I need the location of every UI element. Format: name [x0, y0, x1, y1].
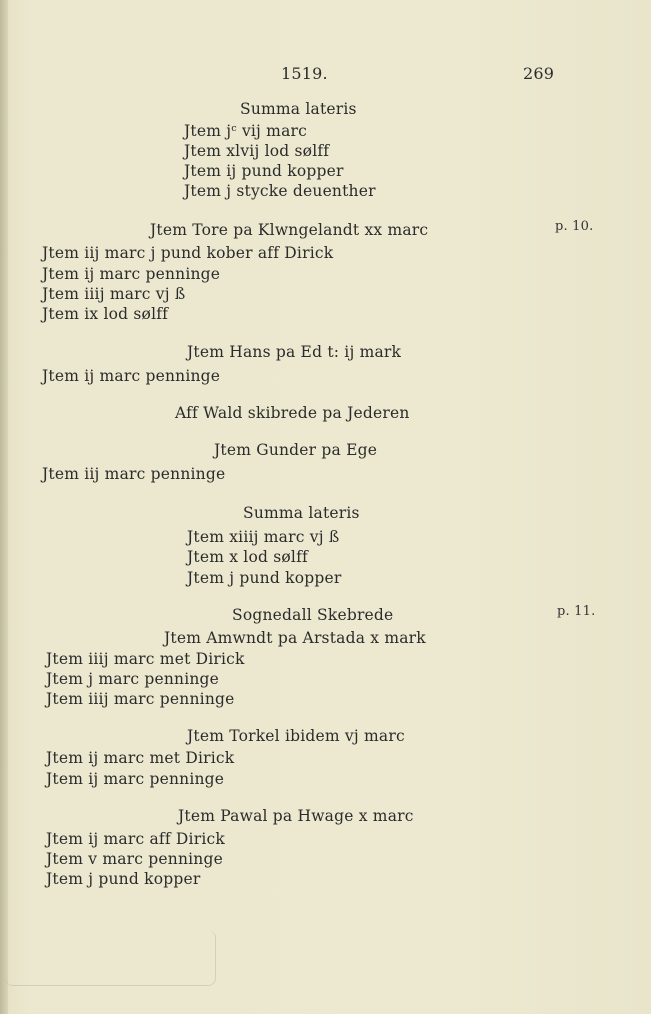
text-line: Jtem ij marc aff Dirick — [46, 830, 225, 848]
text-line: Summa lateris — [243, 504, 360, 522]
text-line: Jtem iij marc penninge — [42, 465, 226, 483]
text-line: Jtem iiij marc vj ß — [42, 285, 186, 303]
text-line: Jtem x lod sølff — [187, 548, 308, 566]
text-line: Jtem iiij marc penninge — [46, 690, 235, 708]
text-line: Jtem xlvij lod sølff — [184, 142, 330, 160]
text-line: Jtem ij marc penninge — [46, 770, 225, 788]
text-line: Jtem j pund kopper — [187, 569, 342, 587]
text-line: Jtem Hans pa Ed t: ij mark — [187, 343, 402, 361]
text-line: Jtem Torkel ibidem vj marc — [187, 727, 405, 745]
text-line: Summa lateris — [240, 100, 357, 118]
text-line: Jtem j pund kopper — [46, 870, 201, 888]
running-head-year: 1519. — [281, 64, 328, 83]
text-line: Jtem iij marc j pund kober aff Dirick — [42, 244, 334, 262]
text-line: Jtem v marc penninge — [46, 850, 223, 868]
text-line: Jtem Tore pa Klwngelandt xx marc — [150, 221, 429, 239]
text-line: Aff Wald skibrede pa Jederen — [175, 404, 410, 422]
page-edge — [0, 0, 8, 1014]
text-line: Jtem ij marc met Dirick — [46, 749, 235, 767]
text-line: Jtem Gunder pa Ege — [214, 441, 378, 459]
text-line: Jtem j marc penninge — [46, 670, 220, 688]
margin-note: p. 11. — [557, 604, 596, 619]
text-line: Jtem Pawal pa Hwage x marc — [178, 807, 414, 825]
text-line: Jtem ij marc penninge — [42, 265, 221, 283]
text-line: Sognedall Skebrede — [232, 606, 394, 624]
margin-note: p. 10. — [555, 219, 594, 234]
text-line: Jtem Amwndt pa Arstada x mark — [164, 629, 426, 647]
text-line: Jtem ij pund kopper — [184, 162, 344, 180]
text-line: Jtem j stycke deuenther — [184, 182, 376, 200]
text-line: Jtem jᶜ vij marc — [184, 122, 308, 140]
text-line: Jtem ij marc penninge — [42, 367, 221, 385]
text-line: Jtem iiij marc met Dirick — [46, 650, 245, 668]
paper-mark — [5, 930, 216, 986]
page-number: 269 — [523, 64, 555, 83]
text-line: Jtem xiiij marc vj ß — [187, 528, 340, 546]
text-line: Jtem ix lod sølff — [42, 305, 169, 323]
